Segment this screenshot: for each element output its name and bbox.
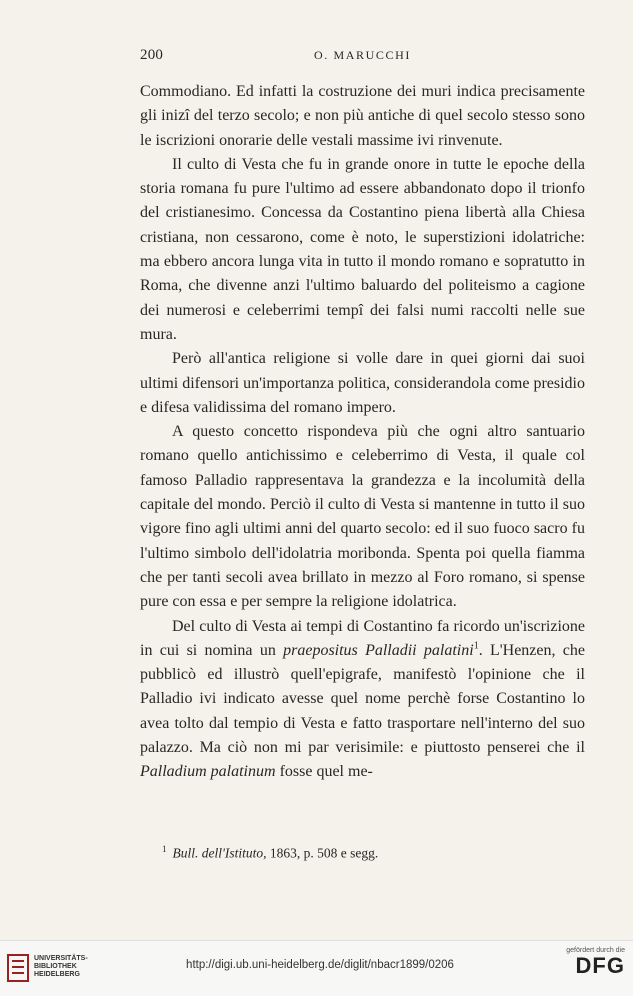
footnote xyxy=(162,844,582,862)
italic-praepositus: praepositus Palladii palatini xyxy=(283,641,474,659)
paragraph-2: Il culto di Vesta che fu in grande onore in tutte le epoche della storia romana fu pure l'ultimo ad essere abbandonato dopo il trionfo del cristianesimo. Concessa da Costantino piena libertà alla Chiesa cristiana, non cessarono, come è noto, le superstizioni idolatriche: ma ebbero ancora lunga vita in tutto il mondo romano e sopratutto in Roma, che divenne anzi l'ultimo baluardo del politeismo a cagione dei numerosi e celeberrimi tempî dei falsi numi raccolti nelle sue mura. xyxy=(140,155,585,343)
university-line-2: BIBLIOTHEK xyxy=(34,963,77,970)
university-line-3: HEIDELBERG xyxy=(34,971,80,978)
heidelberg-crest-icon xyxy=(6,953,30,983)
footnote-mark: 1 xyxy=(162,844,167,854)
page-number: 200 xyxy=(140,47,164,63)
running-head: O. MARUCCHI xyxy=(314,48,411,62)
university-logo[interactable] xyxy=(6,953,88,985)
italic-palladium: Palladium palatinum xyxy=(140,763,276,781)
footer-bar xyxy=(0,940,633,996)
page-header xyxy=(140,47,585,65)
paragraph-5-text-c: fosse quel me- xyxy=(275,763,373,781)
dfg-logo-icon: DFG xyxy=(575,953,625,978)
university-line-1: UNIVERSITÄTS- xyxy=(34,955,88,962)
paragraph-4: A questo concetto rispondeva più che ogni altro santuario romano quello antichissimo e celeberrimo di Vesta, il quale col famoso Palladio rappresentava la grandezza e la incolumità della capitale del mondo. Perciò il culto di Vesta si mantenne in tutto il suo vigore fino agli ultimi anni del quarto secolo: ed il suo fuoco sacro fu l'ultimo simbolo dell'idolatria moribonda. Spenta poi quella fiamma che per tanti secoli avea brillato in mezzo al Foro romano, si spense pure con essa e per sempre la religione idolatrica. xyxy=(140,423,585,611)
paragraph-1: Commodiano. Ed infatti la costruzione dei muri indica precisamente gli inizî del terzo secolo; e non più antiche di quel secolo stesso sono le iscrizioni onorarie delle vestali massime ivi rinvenute. xyxy=(140,83,585,149)
paragraph-5 xyxy=(140,615,585,785)
paragraph-5-text-a: Del culto di Vesta ai tempi di Costantino fa ricordo un'iscrizione in cui si nomina un xyxy=(140,617,585,659)
source-url-link[interactable]: http://digi.ub.uni-heidelberg.de/diglit/nbacr1899/0206 xyxy=(186,959,454,971)
paragraph-3: Però all'antica religione si volle dare in quei giorni dai suoi ultimi difensori un'importanza politica, considerandola come presidio e difesa validissima del romano impero. xyxy=(140,350,585,416)
body-text xyxy=(140,80,585,785)
footnote-citation: 1863, p. 508 e segg. xyxy=(266,845,379,861)
dfg-sponsor[interactable] xyxy=(553,947,625,991)
paragraph-5-text-b: . L'Henzen, che pubblicò ed illustrò quell'epigrafe, manifestò l'opinione che il Palladio ivi indicato avesse quel nome perchè forse Costantino lo avea tolto dal tempio di Vesta e fatto trasportare nell'interno del suo palazzo. Ma ciò non mi par verisimile: e piuttosto penserei che il xyxy=(140,641,586,757)
university-name xyxy=(34,955,88,979)
footnote-source: Bull. dell'Istituto, xyxy=(172,845,267,861)
footnote-reference[interactable]: 1 xyxy=(473,640,479,652)
sponsor-label: gefördert durch die xyxy=(566,947,625,954)
